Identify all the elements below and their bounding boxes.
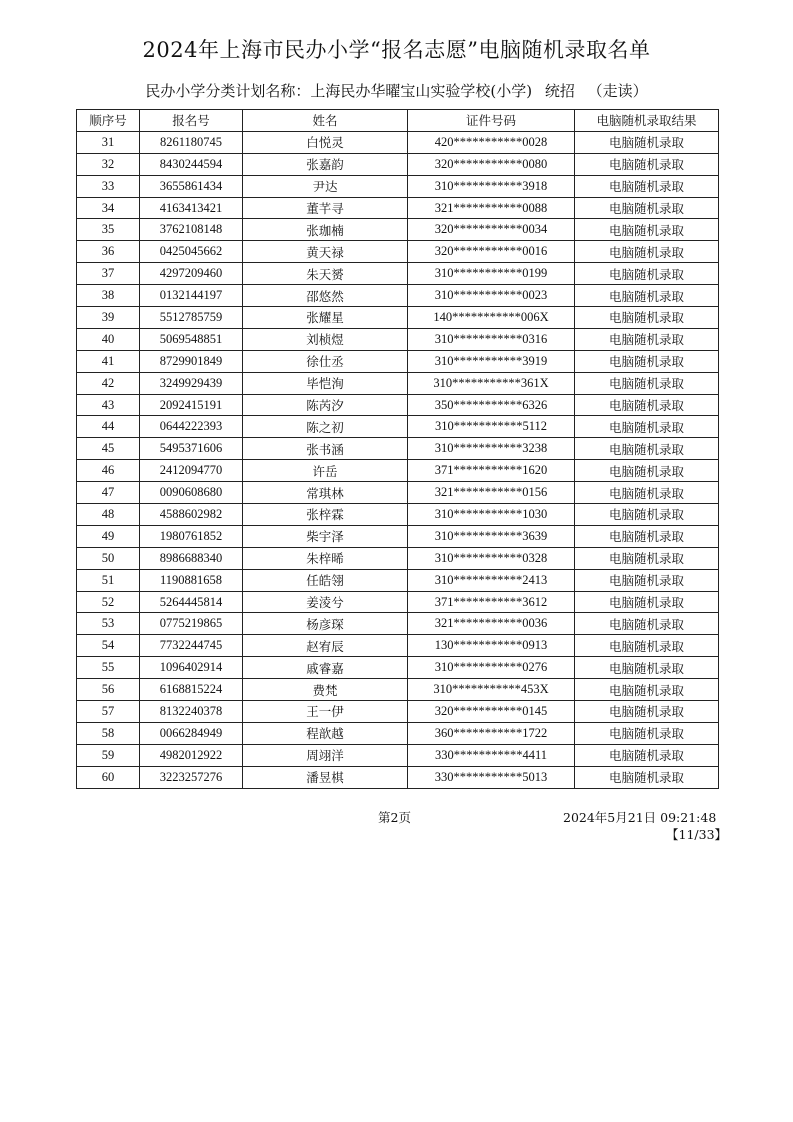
cell-id-no: 321***********0036 bbox=[408, 613, 575, 635]
cell-name: 陈芮汐 bbox=[243, 394, 408, 416]
cell-reg-no: 8430244594 bbox=[140, 153, 243, 175]
header-reg-no: 报名号 bbox=[140, 110, 243, 132]
cell-seq: 51 bbox=[77, 569, 140, 591]
cell-result: 电脑随机录取 bbox=[575, 263, 719, 285]
cell-result: 电脑随机录取 bbox=[575, 241, 719, 263]
cell-result: 电脑随机录取 bbox=[575, 394, 719, 416]
cell-name: 张嘉韵 bbox=[243, 153, 408, 175]
cell-reg-no: 7732244745 bbox=[140, 635, 243, 657]
cell-result: 电脑随机录取 bbox=[575, 219, 719, 241]
cell-name: 周翊洋 bbox=[243, 744, 408, 766]
plan-mode: （走读） bbox=[587, 82, 648, 100]
cell-result: 电脑随机录取 bbox=[575, 372, 719, 394]
cell-seq: 33 bbox=[77, 175, 140, 197]
table-row bbox=[77, 350, 719, 372]
cell-reg-no: 8986688340 bbox=[140, 547, 243, 569]
cell-result: 电脑随机录取 bbox=[575, 328, 719, 350]
table-row bbox=[77, 547, 719, 569]
table-row bbox=[77, 394, 719, 416]
cell-name: 朱梓晞 bbox=[243, 547, 408, 569]
cell-name: 潘昱棋 bbox=[243, 766, 408, 788]
cell-id-no: 140***********006X bbox=[408, 307, 575, 329]
cell-reg-no: 4588602982 bbox=[140, 504, 243, 526]
cell-name: 毕恺洵 bbox=[243, 372, 408, 394]
cell-id-no: 130***********0913 bbox=[408, 635, 575, 657]
cell-result: 电脑随机录取 bbox=[575, 657, 719, 679]
plan-name-label: 民办小学分类计划名称：上海民办华曜宝山实验学校(小学) bbox=[145, 82, 533, 100]
cell-id-no: 310***********0328 bbox=[408, 547, 575, 569]
table-row bbox=[77, 569, 719, 591]
cell-reg-no: 4163413421 bbox=[140, 197, 243, 219]
table-row bbox=[77, 766, 719, 788]
cell-name: 姜淩兮 bbox=[243, 591, 408, 613]
cell-name: 赵宥辰 bbox=[243, 635, 408, 657]
cell-seq: 40 bbox=[77, 328, 140, 350]
cell-id-no: 310***********0276 bbox=[408, 657, 575, 679]
cell-result: 电脑随机录取 bbox=[575, 525, 719, 547]
header-id-no: 证件号码 bbox=[408, 110, 575, 132]
cell-name: 张梓霖 bbox=[243, 504, 408, 526]
cell-id-no: 310***********1030 bbox=[408, 504, 575, 526]
cell-name: 陈之初 bbox=[243, 416, 408, 438]
table-row bbox=[77, 482, 719, 504]
cell-seq: 57 bbox=[77, 701, 140, 723]
plan-subtitle bbox=[0, 80, 793, 101]
cell-id-no: 310***********453X bbox=[408, 679, 575, 701]
cell-result: 电脑随机录取 bbox=[575, 744, 719, 766]
cell-name: 许岳 bbox=[243, 460, 408, 482]
cell-name: 刘桢煜 bbox=[243, 328, 408, 350]
cell-reg-no: 4982012922 bbox=[140, 744, 243, 766]
cell-id-no: 310***********0316 bbox=[408, 328, 575, 350]
cell-id-no: 350***********6326 bbox=[408, 394, 575, 416]
cell-name: 杨彦琛 bbox=[243, 613, 408, 635]
cell-name: 徐仕丞 bbox=[243, 350, 408, 372]
cell-seq: 53 bbox=[77, 613, 140, 635]
cell-reg-no: 8729901849 bbox=[140, 350, 243, 372]
table-row bbox=[77, 372, 719, 394]
table-row bbox=[77, 285, 719, 307]
table-row bbox=[77, 175, 719, 197]
cell-reg-no: 0775219865 bbox=[140, 613, 243, 635]
cell-seq: 31 bbox=[77, 131, 140, 153]
table-row bbox=[77, 197, 719, 219]
cell-id-no: 321***********0088 bbox=[408, 197, 575, 219]
cell-seq: 46 bbox=[77, 460, 140, 482]
cell-result: 电脑随机录取 bbox=[575, 482, 719, 504]
table-header-row bbox=[77, 110, 719, 132]
cell-id-no: 330***********5013 bbox=[408, 766, 575, 788]
cell-result: 电脑随机录取 bbox=[575, 679, 719, 701]
page-count: 【11/33】 bbox=[666, 827, 728, 842]
cell-seq: 35 bbox=[77, 219, 140, 241]
cell-result: 电脑随机录取 bbox=[575, 591, 719, 613]
cell-seq: 45 bbox=[77, 438, 140, 460]
cell-result: 电脑随机录取 bbox=[575, 460, 719, 482]
cell-reg-no: 3223257276 bbox=[140, 766, 243, 788]
table-row bbox=[77, 613, 719, 635]
cell-result: 电脑随机录取 bbox=[575, 175, 719, 197]
cell-name: 张书涵 bbox=[243, 438, 408, 460]
table-row bbox=[77, 438, 719, 460]
cell-result: 电脑随机录取 bbox=[575, 285, 719, 307]
cell-id-no: 330***********4411 bbox=[408, 744, 575, 766]
cell-reg-no: 4297209460 bbox=[140, 263, 243, 285]
cell-reg-no: 0090608680 bbox=[140, 482, 243, 504]
cell-reg-no: 3762108148 bbox=[140, 219, 243, 241]
cell-name: 黄天禄 bbox=[243, 241, 408, 263]
cell-seq: 52 bbox=[77, 591, 140, 613]
cell-seq: 47 bbox=[77, 482, 140, 504]
plan-category: 统招 bbox=[544, 82, 575, 100]
table-row bbox=[77, 504, 719, 526]
cell-seq: 36 bbox=[77, 241, 140, 263]
page-number: 第2页 bbox=[378, 810, 411, 825]
cell-id-no: 321***********0156 bbox=[408, 482, 575, 504]
table-row bbox=[77, 701, 719, 723]
cell-result: 电脑随机录取 bbox=[575, 438, 719, 460]
cell-result: 电脑随机录取 bbox=[575, 504, 719, 526]
table-row bbox=[77, 679, 719, 701]
cell-name: 常琪林 bbox=[243, 482, 408, 504]
cell-seq: 54 bbox=[77, 635, 140, 657]
cell-name: 戚睿嘉 bbox=[243, 657, 408, 679]
table-row bbox=[77, 657, 719, 679]
cell-id-no: 310***********3918 bbox=[408, 175, 575, 197]
cell-id-no: 310***********3238 bbox=[408, 438, 575, 460]
cell-name: 白悦灵 bbox=[243, 131, 408, 153]
cell-result: 电脑随机录取 bbox=[575, 569, 719, 591]
cell-seq: 43 bbox=[77, 394, 140, 416]
table-row bbox=[77, 744, 719, 766]
cell-result: 电脑随机录取 bbox=[575, 416, 719, 438]
cell-seq: 42 bbox=[77, 372, 140, 394]
cell-name: 张珈楠 bbox=[243, 219, 408, 241]
cell-id-no: 320***********0080 bbox=[408, 153, 575, 175]
cell-seq: 59 bbox=[77, 744, 140, 766]
cell-reg-no: 1980761852 bbox=[140, 525, 243, 547]
cell-reg-no: 2412094770 bbox=[140, 460, 243, 482]
cell-reg-no: 8261180745 bbox=[140, 131, 243, 153]
cell-result: 电脑随机录取 bbox=[575, 131, 719, 153]
cell-name: 柴宇泽 bbox=[243, 525, 408, 547]
table-row bbox=[77, 307, 719, 329]
cell-seq: 32 bbox=[77, 153, 140, 175]
table-row bbox=[77, 153, 719, 175]
cell-id-no: 320***********0016 bbox=[408, 241, 575, 263]
cell-result: 电脑随机录取 bbox=[575, 547, 719, 569]
cell-reg-no: 5495371606 bbox=[140, 438, 243, 460]
cell-id-no: 310***********3919 bbox=[408, 350, 575, 372]
cell-id-no: 320***********0145 bbox=[408, 701, 575, 723]
cell-id-no: 310***********0023 bbox=[408, 285, 575, 307]
cell-id-no: 310***********2413 bbox=[408, 569, 575, 591]
table-row bbox=[77, 635, 719, 657]
table-row bbox=[77, 131, 719, 153]
print-timestamp: 2024年5月21日 09:21:48 bbox=[563, 810, 717, 825]
header-seq: 顺序号 bbox=[77, 110, 140, 132]
cell-reg-no: 5069548851 bbox=[140, 328, 243, 350]
cell-seq: 44 bbox=[77, 416, 140, 438]
cell-result: 电脑随机录取 bbox=[575, 307, 719, 329]
cell-seq: 41 bbox=[77, 350, 140, 372]
cell-id-no: 310***********361X bbox=[408, 372, 575, 394]
cell-name: 王一伊 bbox=[243, 701, 408, 723]
cell-reg-no: 0066284949 bbox=[140, 722, 243, 744]
cell-reg-no: 3655861434 bbox=[140, 175, 243, 197]
cell-reg-no: 1190881658 bbox=[140, 569, 243, 591]
cell-id-no: 310***********0199 bbox=[408, 263, 575, 285]
cell-result: 电脑随机录取 bbox=[575, 701, 719, 723]
cell-reg-no: 2092415191 bbox=[140, 394, 243, 416]
table-row bbox=[77, 241, 719, 263]
cell-result: 电脑随机录取 bbox=[575, 613, 719, 635]
cell-seq: 60 bbox=[77, 766, 140, 788]
cell-seq: 55 bbox=[77, 657, 140, 679]
cell-seq: 39 bbox=[77, 307, 140, 329]
table-row bbox=[77, 722, 719, 744]
cell-reg-no: 3249929439 bbox=[140, 372, 243, 394]
cell-seq: 37 bbox=[77, 263, 140, 285]
admission-table bbox=[76, 109, 719, 789]
cell-reg-no: 0132144197 bbox=[140, 285, 243, 307]
cell-result: 电脑随机录取 bbox=[575, 635, 719, 657]
cell-name: 尹达 bbox=[243, 175, 408, 197]
table-row bbox=[77, 416, 719, 438]
cell-result: 电脑随机录取 bbox=[575, 722, 719, 744]
cell-seq: 56 bbox=[77, 679, 140, 701]
header-result: 电脑随机录取结果 bbox=[575, 110, 719, 132]
cell-seq: 49 bbox=[77, 525, 140, 547]
cell-id-no: 371***********1620 bbox=[408, 460, 575, 482]
cell-id-no: 310***********5112 bbox=[408, 416, 575, 438]
cell-result: 电脑随机录取 bbox=[575, 197, 719, 219]
cell-seq: 50 bbox=[77, 547, 140, 569]
cell-name: 任皓翎 bbox=[243, 569, 408, 591]
table-row bbox=[77, 328, 719, 350]
cell-reg-no: 5264445814 bbox=[140, 591, 243, 613]
cell-name: 张耀星 bbox=[243, 307, 408, 329]
cell-seq: 34 bbox=[77, 197, 140, 219]
cell-name: 董芊寻 bbox=[243, 197, 408, 219]
cell-reg-no: 5512785759 bbox=[140, 307, 243, 329]
cell-reg-no: 0425045662 bbox=[140, 241, 243, 263]
cell-name: 朱天赟 bbox=[243, 263, 408, 285]
cell-seq: 38 bbox=[77, 285, 140, 307]
cell-id-no: 310***********3639 bbox=[408, 525, 575, 547]
header-name: 姓名 bbox=[243, 110, 408, 132]
cell-id-no: 420***********0028 bbox=[408, 131, 575, 153]
table-row bbox=[77, 460, 719, 482]
cell-id-no: 371***********3612 bbox=[408, 591, 575, 613]
cell-reg-no: 0644222393 bbox=[140, 416, 243, 438]
table-row bbox=[77, 525, 719, 547]
cell-reg-no: 1096402914 bbox=[140, 657, 243, 679]
cell-result: 电脑随机录取 bbox=[575, 766, 719, 788]
document-title: 2024年上海市民办小学“报名志愿”电脑随机录取名单 bbox=[142, 38, 651, 62]
cell-name: 邵悠然 bbox=[243, 285, 408, 307]
cell-seq: 48 bbox=[77, 504, 140, 526]
cell-reg-no: 6168815224 bbox=[140, 679, 243, 701]
cell-id-no: 320***********0034 bbox=[408, 219, 575, 241]
cell-id-no: 360***********1722 bbox=[408, 722, 575, 744]
cell-name: 费梵 bbox=[243, 679, 408, 701]
table-row bbox=[77, 591, 719, 613]
cell-reg-no: 8132240378 bbox=[140, 701, 243, 723]
table-row bbox=[77, 263, 719, 285]
cell-name: 程歆越 bbox=[243, 722, 408, 744]
cell-result: 电脑随机录取 bbox=[575, 153, 719, 175]
cell-result: 电脑随机录取 bbox=[575, 350, 719, 372]
table-row bbox=[77, 219, 719, 241]
cell-seq: 58 bbox=[77, 722, 140, 744]
